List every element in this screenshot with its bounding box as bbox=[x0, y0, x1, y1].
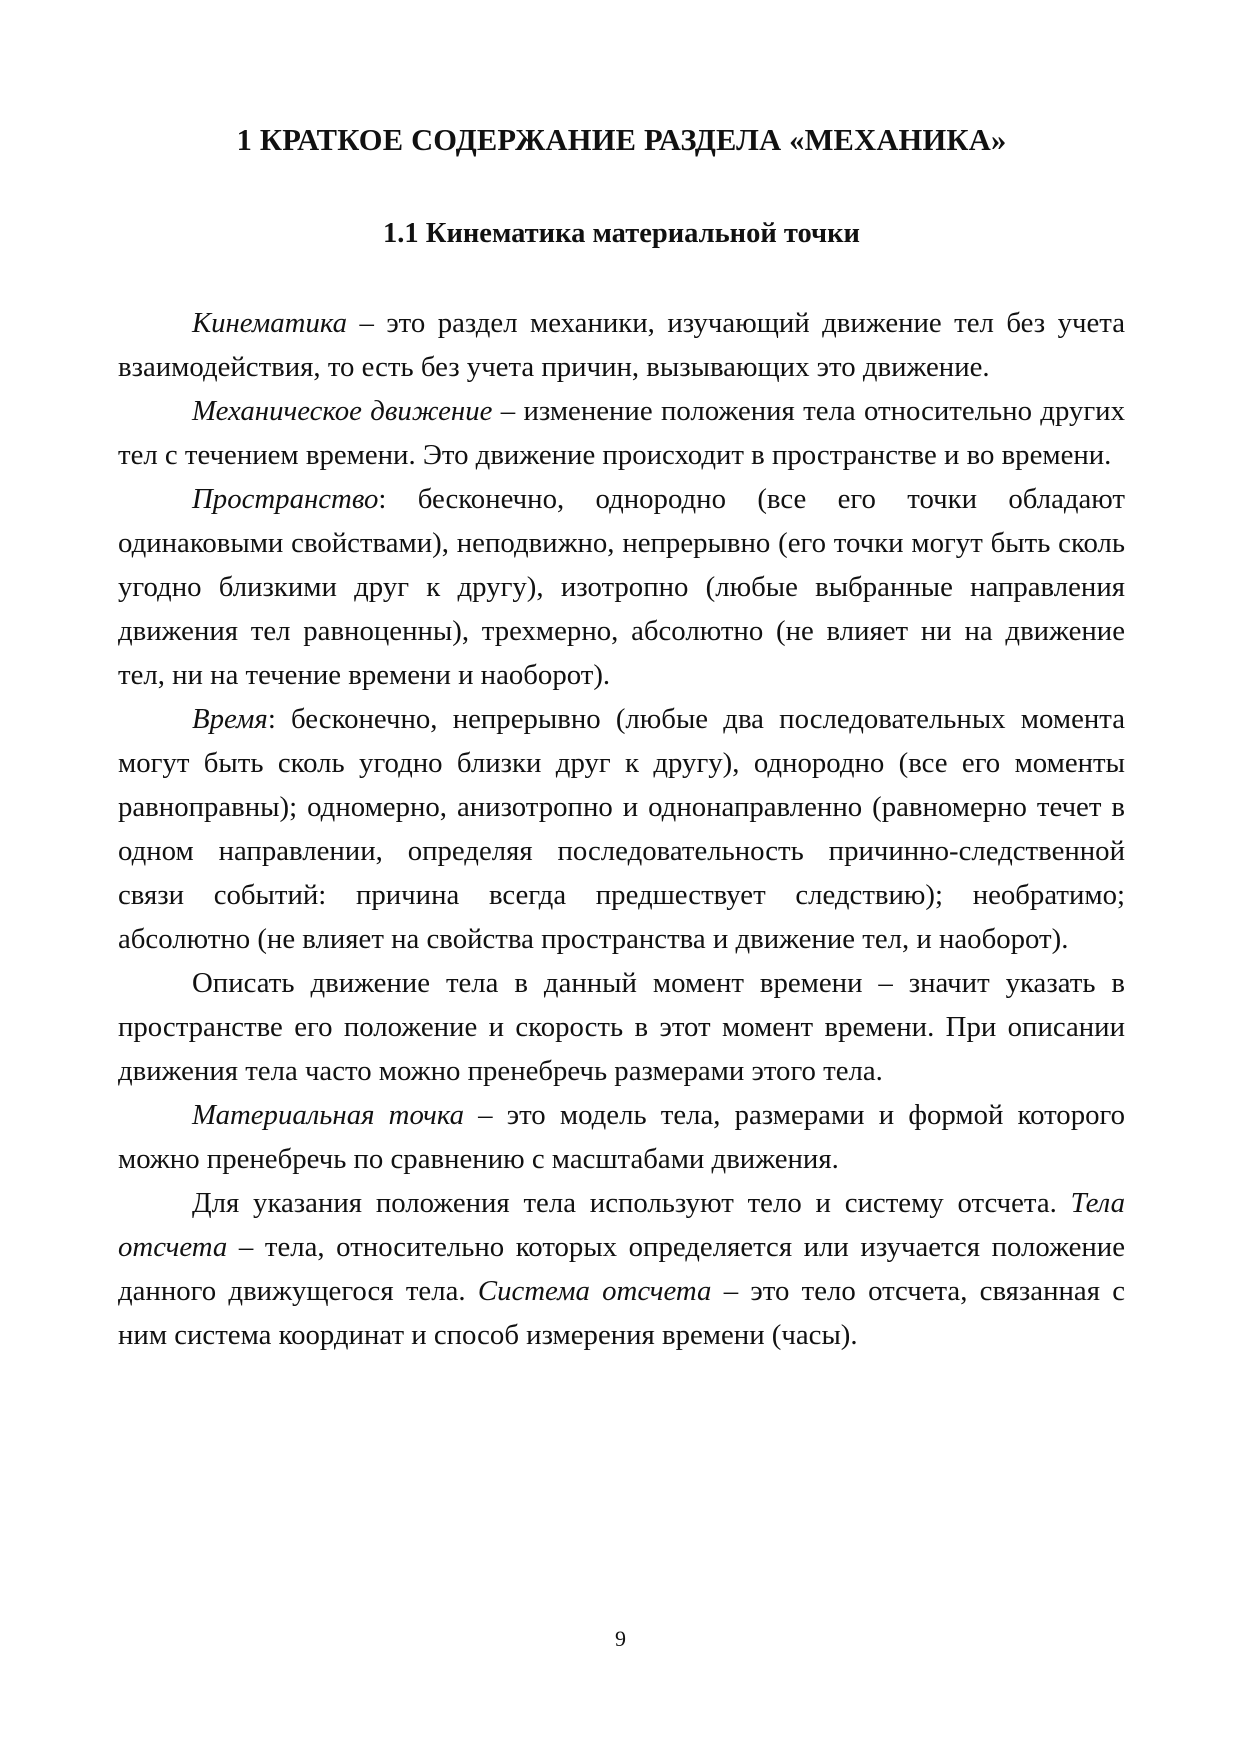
paragraph-text: Описать движение тела в данный момент времени – значит указать в пространстве его положение и скорость в этот момент времени. При описании движения тела часто можно пренебречь размерами этого тела. bbox=[118, 967, 1125, 1087]
section-title: 1.1 Кинематика материальной точки bbox=[383, 218, 860, 249]
paragraph-time bbox=[118, 697, 1125, 961]
page-number: 9 bbox=[615, 1626, 626, 1651]
term-material-point: Материальная точка bbox=[192, 1099, 464, 1131]
paragraph-text: – это тело отсчета, связанная с ним система координат и способ измерения времени (часы). bbox=[118, 1275, 1125, 1351]
paragraph-mechanical-motion bbox=[118, 389, 1125, 477]
paragraph-reference-frame bbox=[118, 1181, 1125, 1357]
term-time: Время bbox=[192, 703, 268, 735]
paragraph-describe-motion bbox=[118, 961, 1125, 1093]
paragraph-text: – изменение положения тела относительно других тел с течением времени. Это движение происходит в пространстве и во времени. bbox=[118, 395, 1125, 471]
paragraph-text: : бесконечно, однородно (все его точки обладают одинаковыми свойствами), неподвижно, непрерывно (его точки могут быть сколь угодно близкими друг к другу), изотропно (любые выбранные направления движения тел равноценны), трехмерно, абсолютно (не влияет ни на движение тел, ни на течение времени и наоборот). bbox=[118, 483, 1125, 691]
paragraph-text: – тела, относительно которых определяется или изучается положение данного движущегося тела. bbox=[118, 1231, 1125, 1307]
paragraph-text: – это раздел механики, изучающий движение тел без учета взаимодействия, то есть без учета причин, вызывающих это движение. bbox=[118, 307, 1125, 383]
chapter-title: 1 КРАТКОЕ СОДЕРЖАНИЕ РАЗДЕЛА «МЕХАНИКА» bbox=[236, 123, 1007, 157]
term-reference-bodies: Тела отсчета bbox=[118, 1187, 1125, 1263]
paragraph-material-point bbox=[118, 1093, 1125, 1181]
paragraph-text: : бесконечно, непрерывно (любые два последовательных момента могут быть сколь угодно близки друг к другу), однородно (все его моменты равноправны); одномерно, анизотропно и однонаправленно (равномерно течет в одном направлении, определяя последовательность причинно-следственной связи событий: причина всегда предшествует следствию); необратимо; абсолютно (не влияет на свойства пространства и движение тел, и наоборот). bbox=[118, 703, 1125, 955]
paragraph-kinematics bbox=[118, 301, 1125, 389]
term-mechanical-motion: Механическое движение bbox=[192, 395, 493, 427]
paragraph-text: Для указания положения тела используют тело и систему отсчета. bbox=[192, 1187, 1071, 1219]
paragraph-text: – это модель тела, размерами и формой которого можно пренебречь по сравнению с масштабами движения. bbox=[118, 1099, 1125, 1175]
document-page bbox=[118, 0, 1125, 1357]
body-text bbox=[118, 301, 1125, 1357]
term-space: Пространство bbox=[192, 483, 379, 515]
paragraph-space bbox=[118, 477, 1125, 697]
term-reference-system: Система отсчета bbox=[477, 1275, 712, 1307]
term-kinematics: Кинематика bbox=[192, 307, 347, 339]
